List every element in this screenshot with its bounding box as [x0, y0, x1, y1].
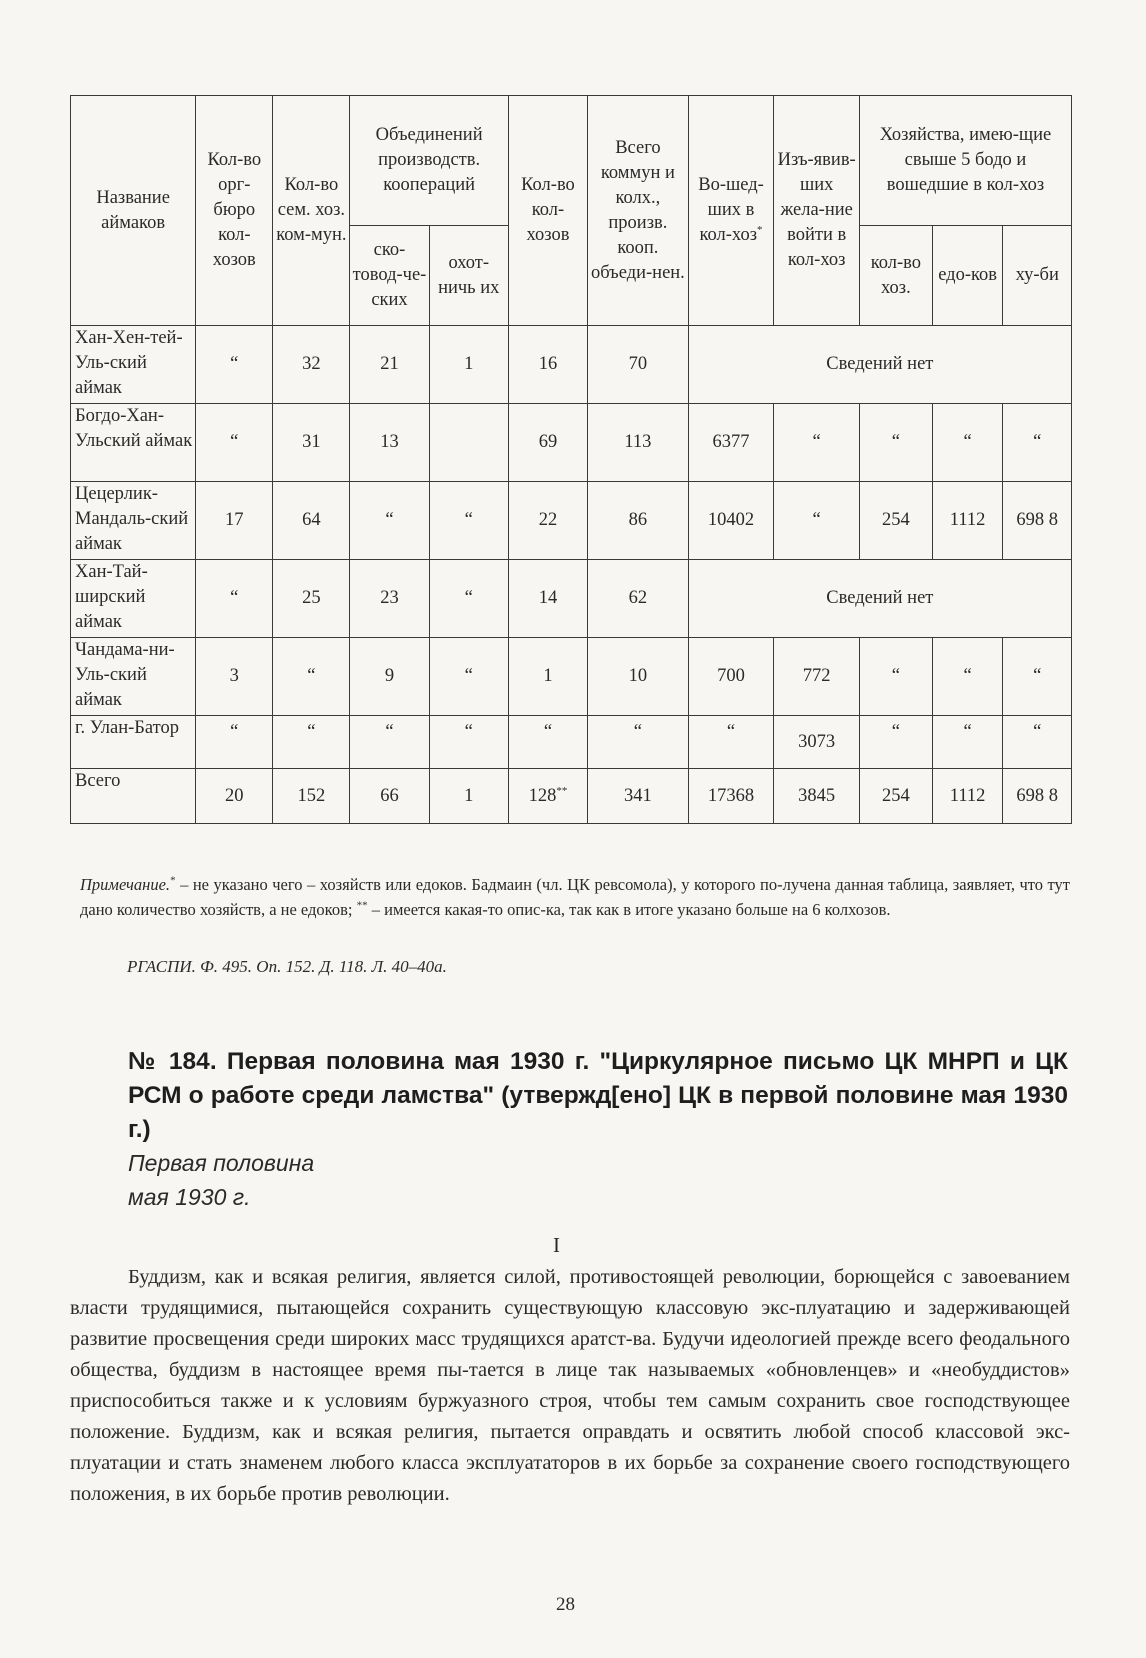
header-entered-text: Во-шед-ших в кол-хоз — [698, 175, 764, 245]
cell-cattle: 9 — [350, 638, 429, 716]
cell-cattle: 66 — [350, 769, 429, 824]
cell-sem: 64 — [273, 482, 350, 560]
cell-wish: “ — [774, 404, 860, 482]
cell-farms-count: 254 — [859, 769, 932, 824]
cell-farms-hubi: 698 8 — [1003, 482, 1072, 560]
cell-hunt: “ — [429, 482, 508, 560]
row-name: Богдо-Хан-Ульский аймак — [71, 404, 196, 482]
cell-sem: 32 — [273, 326, 350, 404]
cell-no-info: Сведений нет — [688, 560, 1071, 638]
table-row — [71, 482, 1072, 560]
cell-wish: 3845 — [774, 769, 860, 824]
cell-entered: “ — [688, 716, 774, 769]
cell-entered: 10402 — [688, 482, 774, 560]
cell-wish: “ — [774, 482, 860, 560]
cell-hunt: 1 — [429, 769, 508, 824]
cell-farms-eaters: “ — [932, 638, 1003, 716]
note-label: Примечание. — [80, 875, 171, 894]
header-farms-eaters: едо-ков — [932, 226, 1003, 326]
cell-hunt: “ — [429, 560, 508, 638]
cell-entered: 17368 — [688, 769, 774, 824]
table-row — [71, 404, 1072, 482]
cell-farms-hubi: “ — [1003, 404, 1072, 482]
cell-no-info: Сведений нет — [688, 326, 1071, 404]
cell-total: 341 — [588, 769, 689, 824]
header-coop: Объединений производств. коопераций — [350, 96, 508, 226]
cell-sem: “ — [273, 716, 350, 769]
cell-org: 17 — [196, 482, 273, 560]
cell-farms-hubi: 698 8 — [1003, 769, 1072, 824]
cell-entered: 700 — [688, 638, 774, 716]
cell-org: “ — [196, 326, 273, 404]
header-name: Название аймаков — [71, 96, 196, 326]
cell-kolkhoz: “ — [508, 716, 587, 769]
cell-kolkhoz: 22 — [508, 482, 587, 560]
cell-org: “ — [196, 404, 273, 482]
cell-org: “ — [196, 560, 273, 638]
total-row — [71, 769, 1072, 824]
row-name: Чандама-ни-Уль-ский аймак — [71, 638, 196, 716]
header-total: Всего коммун и колх., произв. кооп. объеди-нен. — [588, 96, 689, 326]
cell-hunt — [429, 404, 508, 482]
note-asterisk: * — [170, 874, 176, 887]
cell-farms-count: “ — [859, 716, 932, 769]
cell-hunt: “ — [429, 716, 508, 769]
cell-org: “ — [196, 716, 273, 769]
cell-kolkhoz: 69 — [508, 404, 587, 482]
page-number: 28 — [556, 1594, 575, 1615]
header-org: Кол-во орг-бюро кол-хозов — [196, 96, 273, 326]
header-farms-count: кол-во хоз. — [859, 226, 932, 326]
cell-farms-count: “ — [859, 638, 932, 716]
header-farms-hubi: ху-би — [1003, 226, 1072, 326]
cell-farms-eaters: 1112 — [932, 769, 1003, 824]
header-entered — [688, 96, 774, 326]
cell-total: 70 — [588, 326, 689, 404]
table-row — [71, 560, 1072, 638]
double-asterisk-mark: ** — [556, 784, 568, 797]
cell-total: “ — [588, 716, 689, 769]
note-double-asterisk: ** — [356, 899, 368, 912]
body-paragraph: Буддизм, как и всякая религия, является силой, противостоящей революции, борющейся с завоеванием власти трудящимися, пытающейся сохранить существующую классовую экс-плуатацию и задерживающей развитие просвещения среди широких масс трудящихся аратст-ва. Будучи идеологией прежде всего феодального общества, буддизм в настоящее время пы-тается в лице так называемых «обновленцев» и «необуддистов» приспособиться также и к условиям буржуазного строя, чтобы тем самым сохранить свое господствующее положение. Буддизм, как и всякая религия, пытается оправдать и освятить любой способ классовой экс-плуатации и стать знаменем любого класса эксплуататоров в их борьбе за сохранение своего господствующего положения, в их борьбе против революции. — [70, 1266, 1070, 1505]
cell-kolkhoz — [508, 769, 587, 824]
cell-sem: 31 — [273, 404, 350, 482]
cell-hunt: “ — [429, 638, 508, 716]
date-line-2: мая 1930 г. — [128, 1184, 251, 1210]
cell-cattle: 13 — [350, 404, 429, 482]
table-row — [71, 638, 1072, 716]
row-name: г. Улан-Батор — [71, 716, 196, 769]
cell-cattle: “ — [350, 482, 429, 560]
header-row — [71, 96, 1072, 226]
header-farms: Хозяйства, имею-щие свыше 5 бодо и вошедшие в кол-хоз — [859, 96, 1071, 226]
cell-farms-eaters: 1112 — [932, 482, 1003, 560]
document-title: № 184. Первая половина мая 1930 г. "Циркулярное письмо ЦК МНРП и ЦК РСМ о работе среди ламства" (утвержд[ено] ЦК в первой половине мая 1930 г.) — [128, 1048, 1068, 1143]
header-kolkhoz: Кол-во кол-хозов — [508, 96, 587, 326]
cell-org: 20 — [196, 769, 273, 824]
cell-sem: 152 — [273, 769, 350, 824]
cell-total: 10 — [588, 638, 689, 716]
header-coop-cattle: ско-товод-че-ских — [350, 226, 429, 326]
archive-source: РГАСПИ. Ф. 495. Оп. 152. Д. 118. Л. 40–40а. — [127, 957, 447, 976]
note-text-1: – не указано чего – хозяйств или едоков. Бадмаин (чл. ЦК ревсомола), у которого по-лучена данная таблица, заявляет, что тут дано количество хозяйств, а не едоков; — [80, 875, 1070, 919]
cell-farms-hubi: “ — [1003, 716, 1072, 769]
cell-cattle: 21 — [350, 326, 429, 404]
row-name: Хан-Хен-тей-Уль-ский аймак — [71, 326, 196, 404]
cell-cattle: “ — [350, 716, 429, 769]
cell-org: 3 — [196, 638, 273, 716]
cell-total: 62 — [588, 560, 689, 638]
header-wish: Изъ-явив-ших жела-ние войти в кол-хоз — [774, 96, 860, 326]
cell-kolkhoz: 16 — [508, 326, 587, 404]
row-name: Цецерлик-Мандаль-ский аймак — [71, 482, 196, 560]
document-date — [128, 1146, 314, 1214]
cell-farms-count: 254 — [859, 482, 932, 560]
cell-kolkhoz-value: 128 — [528, 785, 557, 806]
table-row — [71, 716, 1072, 769]
cell-farms-count: “ — [859, 404, 932, 482]
cell-sem: 25 — [273, 560, 350, 638]
cell-wish: 3073 — [774, 716, 860, 769]
cell-farms-hubi: “ — [1003, 638, 1072, 716]
cell-farms-eaters: “ — [932, 404, 1003, 482]
header-coop-hunt: охот-ничь их — [429, 226, 508, 326]
cell-sem: “ — [273, 638, 350, 716]
row-name: Хан-Тай-ширский аймак — [71, 560, 196, 638]
cell-wish: 772 — [774, 638, 860, 716]
cell-hunt: 1 — [429, 326, 508, 404]
row-name: Всего — [71, 769, 196, 824]
cell-cattle: 23 — [350, 560, 429, 638]
cell-kolkhoz: 1 — [508, 638, 587, 716]
date-line-1: Первая половина — [128, 1150, 315, 1176]
cell-entered: 6377 — [688, 404, 774, 482]
cell-total: 113 — [588, 404, 689, 482]
table-note — [80, 872, 1070, 922]
table-row — [71, 326, 1072, 404]
cell-kolkhoz: 14 — [508, 560, 587, 638]
cell-total: 86 — [588, 482, 689, 560]
header-sem: Кол-во сем. хоз. ком-мун. — [273, 96, 350, 326]
section-number: I — [553, 1233, 560, 1257]
cell-farms-eaters: “ — [932, 716, 1003, 769]
asterisk-mark: * — [757, 223, 763, 236]
note-text-2: – имеется какая-то опис-ка, так как в итоге указано больше на 6 колхозов. — [367, 900, 891, 919]
collectivization-table — [70, 95, 1072, 824]
